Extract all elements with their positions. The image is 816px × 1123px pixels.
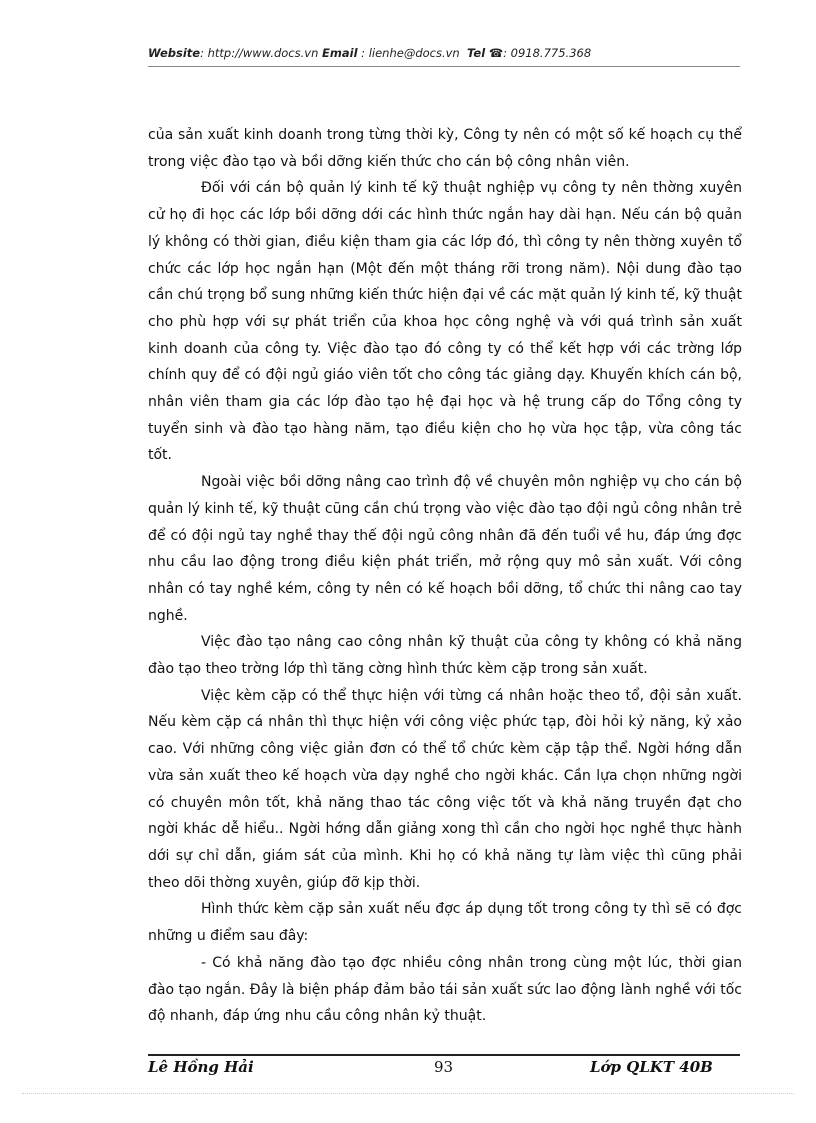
footer-class: Lớp QLKT 40B (590, 1058, 713, 1076)
paragraph: Ngoài việc bồi dỡng nâng cao trình độ về chuyên môn nghiệp vụ cho cán bộ quản lý kinh tế, kỹ thuật cũng cần chú trọng vào việc đào tạo đội ngủ công nhân trẻ để có đội ngủ tay nghề thay thế đội ngủ công nhân đã đến tuổi về hu, đáp ứng đợc nhu cầu lao động trong điều kiện phát triển, mở rộng quy mô sản xuất. Với công nhân có tay nghề kém, công ty nên có kế hoạch bồi dỡng, tổ chức thi nâng cao tay nghề. (148, 474, 742, 624)
website-value: : http://www.docs.vn (200, 46, 319, 60)
tel-value: : 0918.775.368 (503, 46, 592, 60)
page-edge (22, 1093, 794, 1094)
paragraph: Việc đào tạo nâng cao công nhân kỹ thuật của công ty không có khả năng đào tạo theo trờng lớp thì tăng cờng hình thức kèm cặp trong sản xuất. (148, 634, 742, 678)
tel-label: Tel (467, 46, 486, 60)
page-number: 93 (434, 1058, 454, 1076)
website-label: Website (148, 46, 201, 60)
footer-divider (148, 1054, 740, 1056)
paragraph: - Có khả năng đào tạo đợc nhiều công nhân trong cùng một lúc, thời gian đào tạo ngắn. Đây là biện pháp đảm bảo tái sản xuất sức lao động lành nghề với tốc độ nhanh, đáp ứng nhu cầu công nhân kỷ thuật. (148, 954, 742, 1025)
email-label: Email (322, 46, 358, 60)
header-divider (148, 66, 740, 67)
footer-author: Lê Hồng Hải (148, 1058, 254, 1076)
paragraph: Đối với cán bộ quản lý kinh tế kỹ thuật nghiệp vụ công ty nên thờng xuyên cử họ đi học các lớp bồi dỡng dới các hình thức ngắn hay dài hạn. Nếu cán bộ quản lý không có thời gian, điều kiện tham gia các lớp đó, thì công ty nên thờng xuyên tổ chức các lớp học ngắn hạn (Một đến một tháng rỡi trong năm). Nội dung đào tạo cần chú trọng bổ sung những kiến thức hiện đại về các mặt quản lý kinh tế, kỹ thuật cho phù hợp với sự phát triển của khoa học công nghệ và với quá trình sản xuất kinh doanh của công ty. Việc đào tạo đó công ty có thể kết hợp với các trờng lớp chính quy để có đội ngủ giáo viên tốt cho công tác giảng dạy. Khuyến khích cán bộ, nhân viên tham gia các lớp đào tạo hệ đại học và hệ trung cấp do Tổng công ty tuyển sinh và đào tạo hàng năm, tạo điều kiện cho họ vừa học tập, vừa công tác tốt. (148, 180, 743, 464)
document-body (148, 122, 742, 1030)
paragraph: Hình thức kèm cặp sản xuất nếu đợc áp dụng tốt trong công ty thì sẽ có đợc những u điểm sau đây: (148, 901, 742, 945)
email-value: : lienhe@docs.vn (361, 46, 460, 60)
paragraph: Việc kèm cặp có thể thực hiện với từng cá nhân hoặc theo tổ, đội sản xuất. Nếu kèm cặp cá nhân thì thực hiện với công việc phức tạp, đòi hỏi kỷ năng, kỷ xảo cao. Với những công việc giản đơn có thể tổ chức kèm cặp tập thể. Ngời hớng dẫn vừa sản xuất theo kế hoạch vừa dạy nghề cho ngời khác. Cần lựa chọn những ngời có chuyên môn tốt, khả năng thao tác công việc tốt và khả năng truyền đạt cho ngời khác dễ hiểu.. Ngời hớng dẫn giảng xong thì cần cho ngời học nghề thực hành dới sự chỉ dẫn, giám sát của mình. Khi họ có khả năng tự làm việc thì cũng phải theo dõi thờng xuyên, giúp đỡ kịp thời. (148, 687, 742, 891)
phone-icon: ☎ (488, 46, 504, 60)
paragraph: của sản xuất kinh doanh trong từng thời kỳ, Công ty nên có một số kế hoạch cụ thể trong việc đào tạo và bồi dỡng kiến thức cho cán bộ công nhân viên. (148, 127, 742, 170)
page-header (148, 46, 740, 60)
